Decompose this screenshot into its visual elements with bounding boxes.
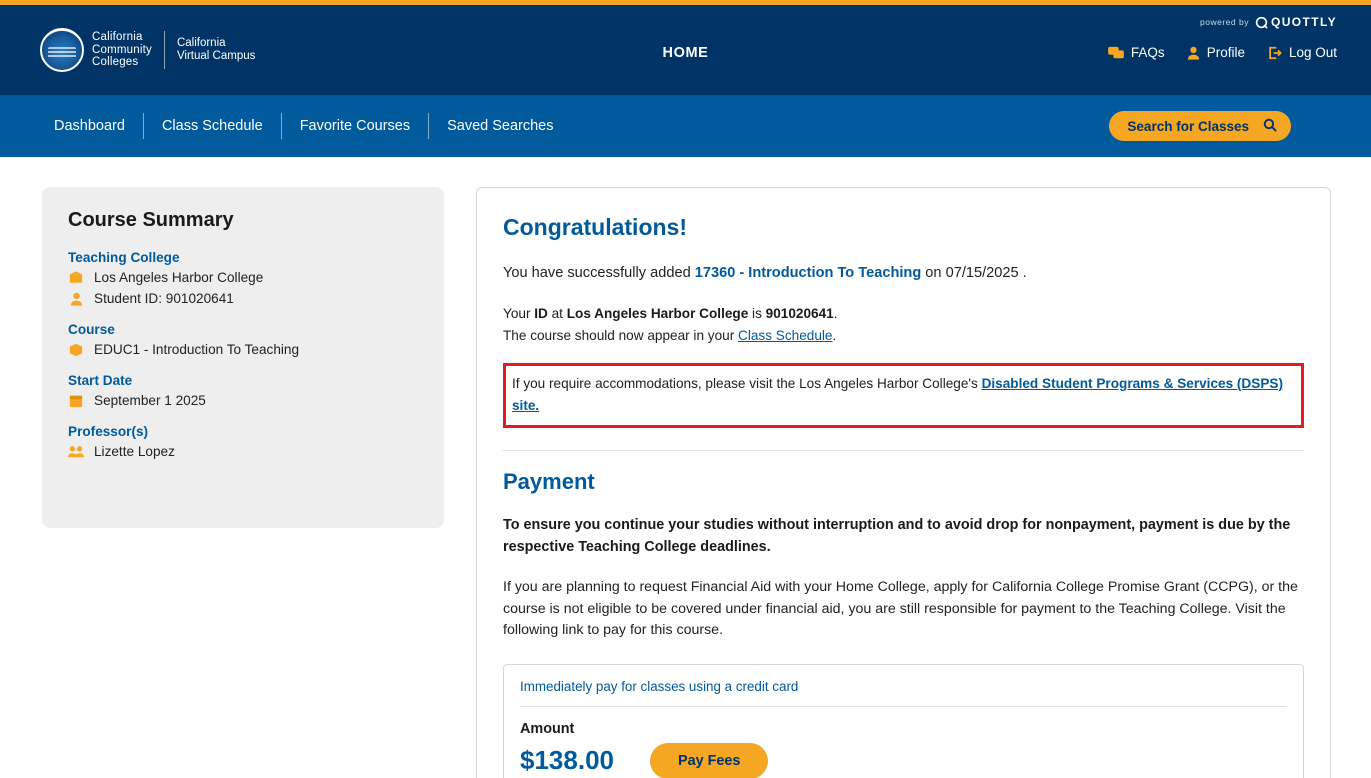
- teaching-college-row: [68, 270, 418, 285]
- logo-line-2: Community: [92, 43, 152, 56]
- course-summary-panel: [42, 187, 444, 528]
- professors-row: [68, 444, 418, 459]
- id-line-a: Your: [503, 305, 535, 321]
- section-divider: [503, 450, 1304, 451]
- logo-line-1: California: [92, 31, 143, 44]
- header-actions: [1108, 45, 1337, 60]
- dsps-accommodations-callout: [503, 363, 1304, 429]
- logout-link[interactable]: [1267, 45, 1337, 60]
- powered-by: [1200, 15, 1337, 29]
- quottly-mark-icon: [1255, 16, 1268, 29]
- congratulations-heading: Congratulations!: [503, 214, 687, 240]
- payment-notice: To ensure you continue your studies without interruption and to avoid drop for nonpayment, payment is due by the respective Teaching College deadlines.: [503, 517, 1291, 556]
- added-prefix: You have successfully added: [503, 265, 695, 281]
- site-header: [0, 5, 1371, 95]
- box-icon: [68, 343, 84, 357]
- student-id-line: [503, 303, 1304, 325]
- credit-card-payment-header: Immediately pay for classes using a credit card: [520, 679, 1287, 707]
- id-line-c: at: [547, 305, 567, 321]
- dsps-text: If you require accommodations, please visit the Los Angeles Harbor College's: [512, 375, 982, 391]
- calendar-icon-svg: [69, 394, 83, 408]
- nav-item-saved-searches[interactable]: Saved Searches: [447, 118, 554, 134]
- payment-heading: Payment: [503, 469, 595, 495]
- profile-link[interactable]: [1187, 45, 1245, 60]
- logo-sub-line-2: Virtual Campus: [176, 50, 256, 62]
- profile-label: Profile: [1206, 45, 1245, 60]
- student-icon-svg: [70, 292, 83, 306]
- id-line-g: .: [833, 305, 838, 321]
- faqs-link[interactable]: [1108, 45, 1165, 60]
- chat-icon-svg: [1108, 46, 1124, 60]
- page-body: [0, 157, 1371, 778]
- course-label: Course: [68, 322, 115, 337]
- id-line-b: ID: [534, 305, 548, 321]
- added-course-line: [503, 263, 1304, 285]
- added-course-name: 17360 - Introduction To Teaching: [694, 265, 922, 281]
- payment-financial-aid-paragraph: If you are planning to request Financial Aid with your Home College, apply for California College Promise Grant (CCPG), or the course is not eligible to be covered under financial aid, you are still responsible for payment to the Teaching College. Visit the following link to pay for this course.: [503, 579, 1298, 639]
- quottly-wordmark: QUOTTLY: [1270, 15, 1337, 29]
- professors-value: Lizette Lopez: [94, 444, 175, 459]
- teaching-college-value: Los Angeles Harbor College: [94, 270, 264, 285]
- schedule-suffix: .: [832, 327, 837, 343]
- box-icon-svg: [69, 343, 83, 357]
- search-for-classes-label: Search for Classes: [1127, 118, 1249, 134]
- start-date-row: [68, 393, 418, 408]
- user-icon: [1187, 46, 1200, 60]
- teaching-college-label: Teaching College: [68, 250, 180, 265]
- quottly-logo: [1255, 15, 1337, 29]
- dsps-site-link[interactable]: Disabled Student Programs & Services (DSPS) site.: [512, 375, 1283, 413]
- content-row: [0, 157, 1371, 778]
- amount-label: Amount: [520, 720, 575, 737]
- added-suffix: on 07/15/2025 .: [921, 265, 1027, 281]
- student-id-value: Student ID: 901020641: [94, 291, 234, 306]
- user-icon-svg: [1187, 46, 1200, 60]
- chat-icon: [1108, 46, 1124, 60]
- building-icon-svg: [69, 271, 83, 284]
- people-icon-svg: [68, 445, 84, 458]
- people-icon: [68, 445, 84, 458]
- student-icon: [68, 292, 84, 306]
- start-date-value: September 1 2025: [94, 393, 206, 408]
- course-value: EDUC1 - Introduction To Teaching: [94, 342, 300, 357]
- id-line-f: 901020641: [765, 305, 834, 321]
- search-icon-svg: [1263, 118, 1277, 132]
- course-row: [68, 342, 418, 357]
- amount-value: $138.00: [520, 745, 614, 776]
- course-summary-title: Course Summary: [68, 209, 234, 231]
- calendar-icon: [68, 394, 84, 408]
- faqs-label: FAQs: [1130, 45, 1165, 60]
- nav-item-class-schedule[interactable]: Class Schedule: [161, 118, 263, 134]
- schedule-prefix: The course should now appear in your: [503, 327, 739, 343]
- logout-icon-svg: [1267, 46, 1282, 60]
- nav-item-favorite-courses[interactable]: Favorite Courses: [299, 118, 411, 134]
- enrollment-confirmation-panel: [476, 187, 1331, 778]
- class-schedule-link[interactable]: Class Schedule: [738, 327, 833, 343]
- logout-label: Log Out: [1288, 45, 1337, 60]
- start-date-label: Start Date: [68, 373, 133, 388]
- powered-by-label: powered by: [1200, 17, 1249, 27]
- search-icon: [1263, 118, 1277, 135]
- logout-icon: [1267, 46, 1282, 60]
- search-for-classes-button[interactable]: [1109, 111, 1291, 141]
- nav-items: [40, 113, 572, 139]
- building-icon: [68, 271, 84, 284]
- id-line-e: is: [748, 305, 766, 321]
- nav-item-dashboard[interactable]: Dashboard: [54, 118, 125, 134]
- student-id-row: [68, 291, 418, 306]
- professors-label: Professor(s): [68, 424, 149, 439]
- logo-sub-line-1: California: [176, 36, 226, 49]
- credit-card-payment-box: [503, 664, 1304, 778]
- schedule-line: [503, 325, 1304, 347]
- logo-line-3: Colleges: [92, 56, 139, 69]
- id-line-d: Los Angeles Harbor College: [566, 305, 749, 321]
- amount-row: [520, 743, 1287, 778]
- primary-nav: [0, 95, 1371, 157]
- header-home-label[interactable]: HOME: [662, 45, 709, 61]
- pay-fees-button[interactable]: Pay Fees: [650, 743, 768, 778]
